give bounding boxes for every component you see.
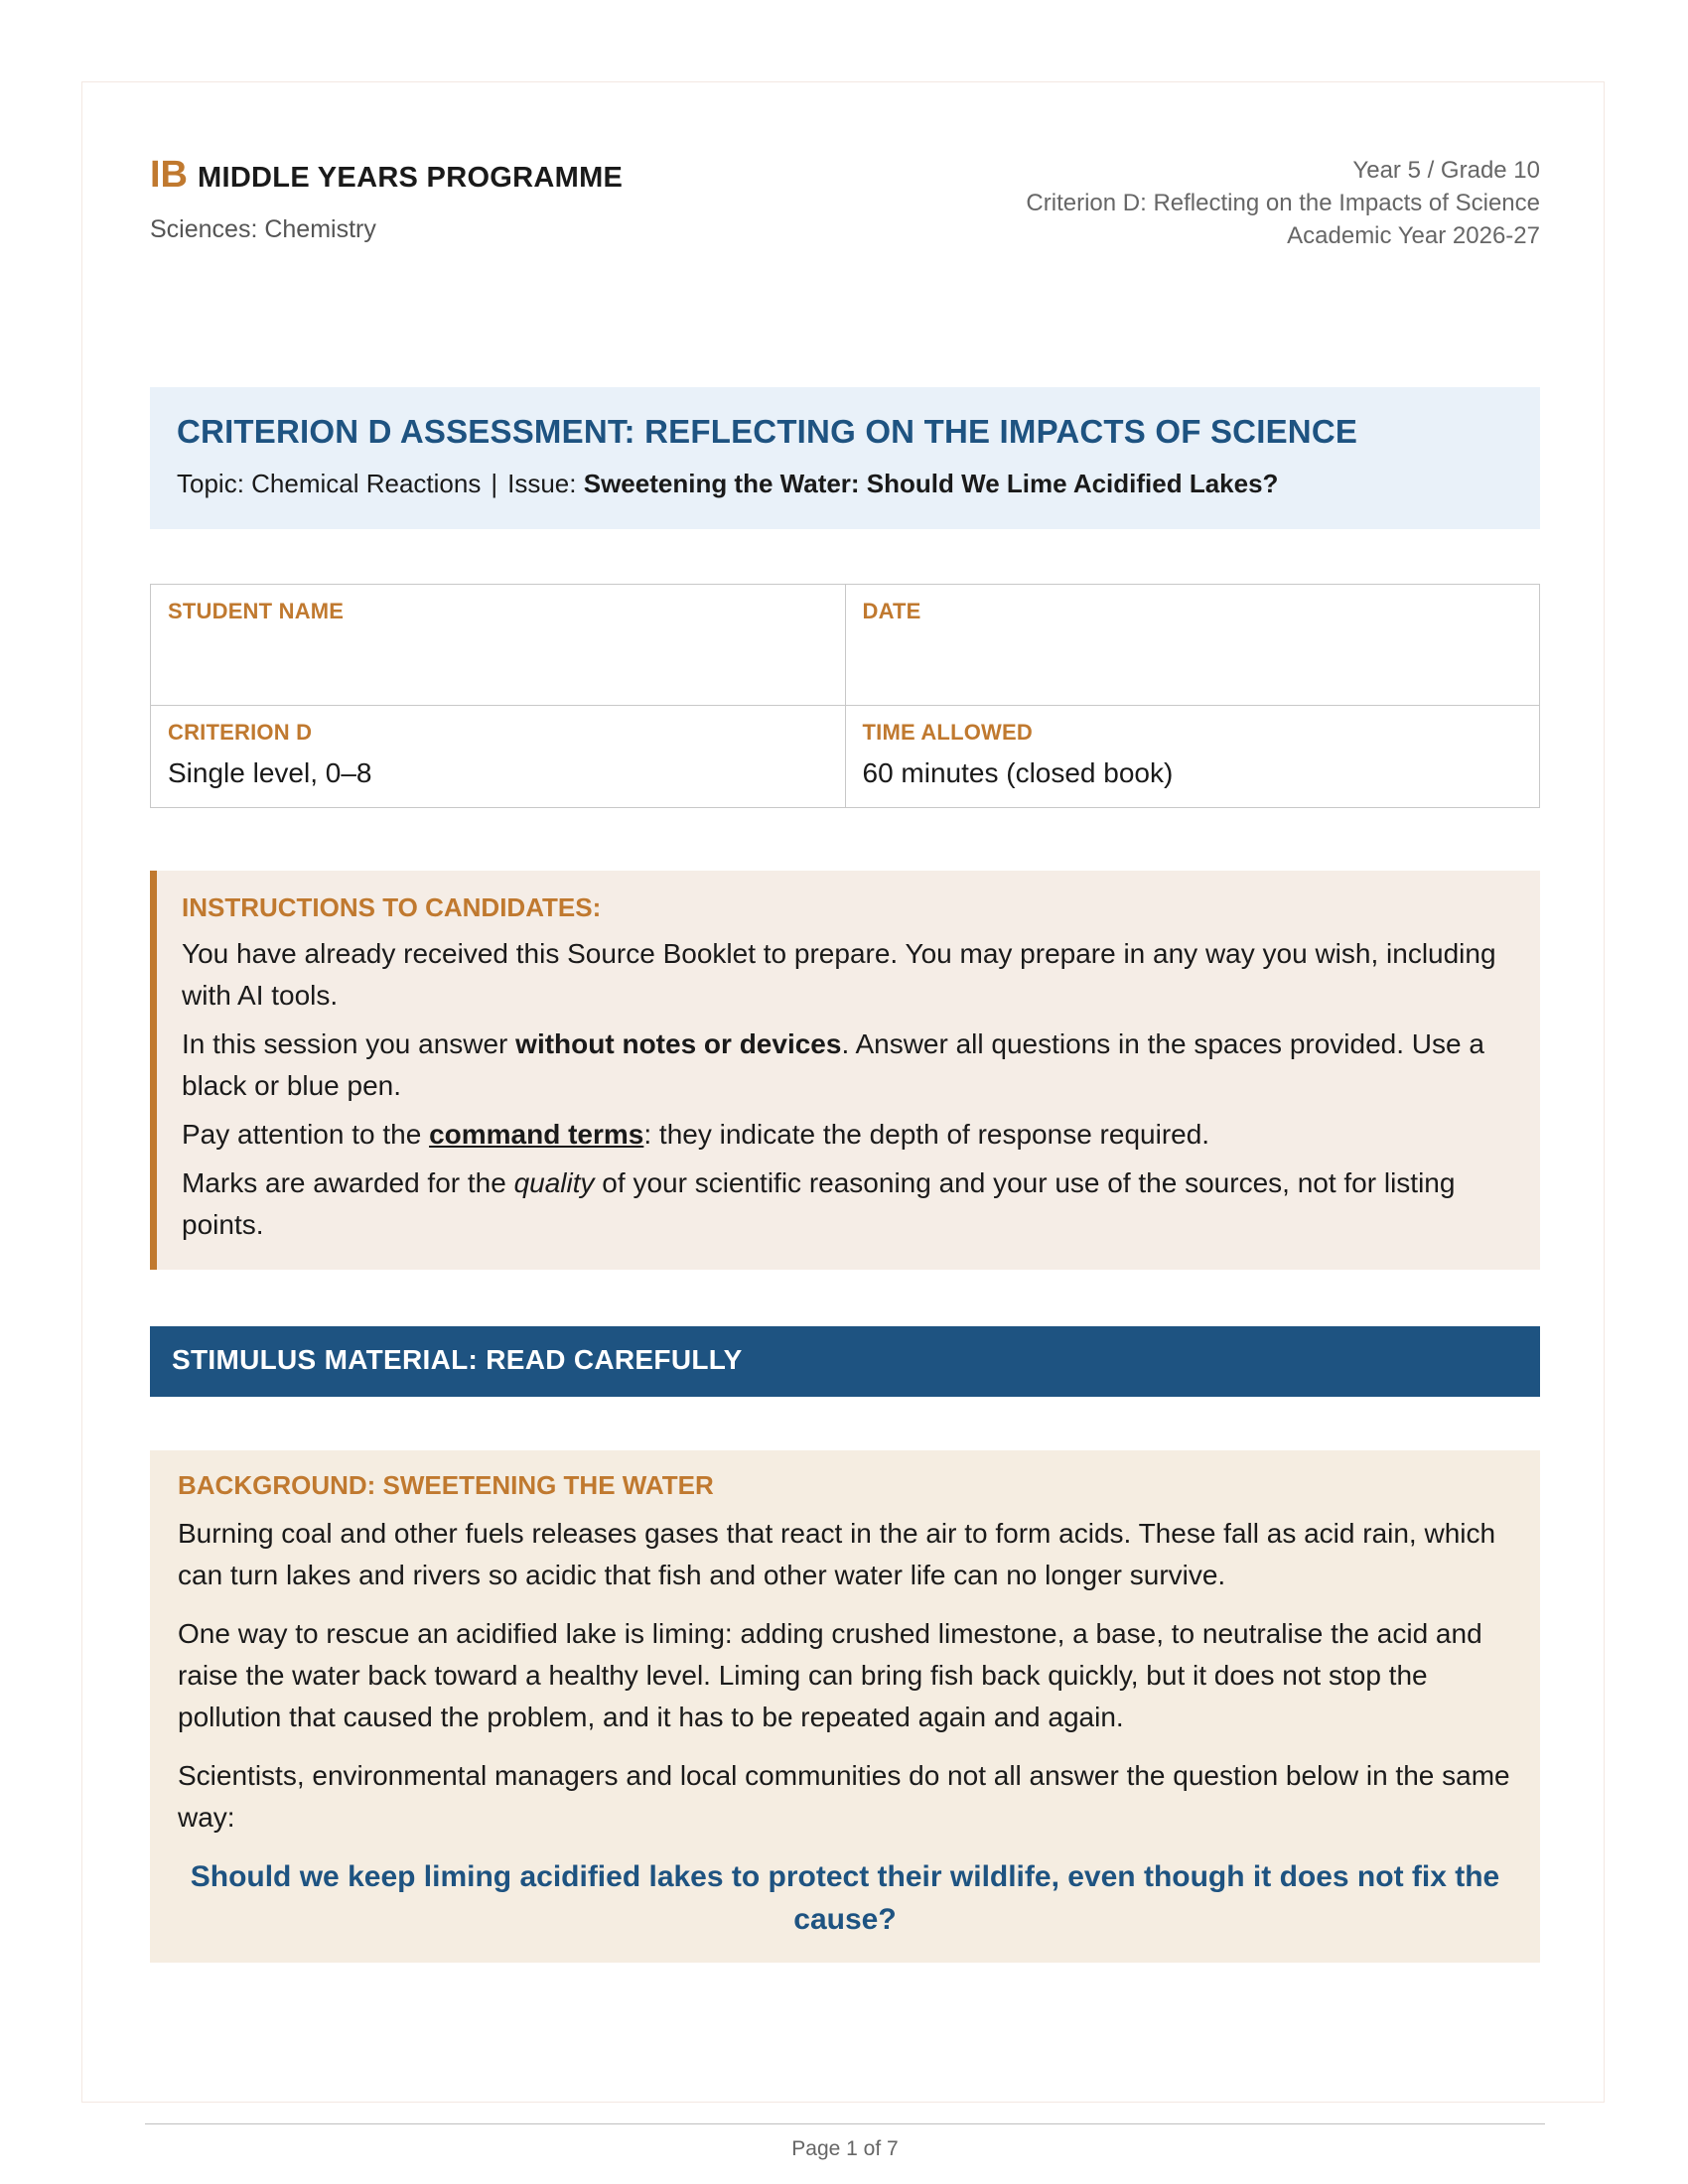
ib-logo-mark: IB <box>150 154 188 196</box>
background-title: BACKGROUND: SWEETENING THE WATER <box>178 1470 714 1500</box>
separator: | <box>491 469 498 498</box>
instruction-paragraph <box>182 1114 1516 1156</box>
page-frame <box>81 81 1605 2160</box>
quality-emphasis: quality <box>513 1167 595 1198</box>
issue-text: Sweetening the Water: Should We Lime Acidified Lakes? <box>583 469 1279 498</box>
instruction-emphasis: without notes or devices <box>515 1028 842 1059</box>
candidate-info-table <box>150 584 1540 808</box>
page-number: Page 1 of 7 <box>791 2137 899 2160</box>
stimulus-heading-bar: STIMULUS MATERIAL: READ CAREFULLY <box>150 1326 1540 1397</box>
instruction-paragraph <box>182 1162 1516 1246</box>
instruction-paragraph <box>182 1024 1516 1107</box>
table-row <box>151 706 1540 808</box>
criterion-label: CRITERION D <box>168 720 313 745</box>
brand <box>150 154 623 197</box>
instruction-text: Marks are awarded for the <box>182 1167 514 1198</box>
student-name-cell[interactable] <box>151 585 846 706</box>
programme-name: MIDDLE YEARS PROGRAMME <box>198 162 624 194</box>
background-box <box>150 1450 1540 1963</box>
table-row <box>151 585 1540 706</box>
page-content <box>150 154 1540 2160</box>
meta-criterion: Criterion D: Reflecting on the Impacts of Science <box>1026 190 1540 216</box>
instruction-text: of your scientific reasoning and your use of the sources, not for listing points. <box>182 1167 1456 1240</box>
meta-year: Year 5 / Grade 10 <box>1352 157 1540 184</box>
instruction-text: In this session you answer <box>182 1028 516 1059</box>
background-paragraph: Scientists, environmental managers and local communities do not all answer the question below in the same way: <box>178 1760 1510 1833</box>
instruction-text: : they indicate the depth of response required. <box>643 1119 1210 1150</box>
header-meta <box>1026 154 1540 252</box>
assessment-title: CRITERION D ASSESSMENT: REFLECTING ON THE IMPACTS OF SCIENCE <box>177 413 1358 450</box>
document-header <box>150 154 1540 263</box>
background-paragraph: Burning coal and other fuels releases gases that react in the air to form acids. These fall as acid rain, which can turn lakes and rivers so acidic that fish and other water life can no longer survive. <box>178 1518 1496 1590</box>
criterion-cell <box>151 706 846 808</box>
time-cell <box>845 706 1540 808</box>
date-label: DATE <box>862 599 921 623</box>
topic-text: Topic: Chemical Reactions <box>177 469 482 498</box>
subject-line: Sciences: Chemistry <box>150 215 376 243</box>
issue-label: Issue: <box>507 469 577 498</box>
instruction-paragraph: You have already received this Source Booklet to prepare. You may prepare in any way you wish, including with AI tools. <box>182 938 1496 1011</box>
instructions-box <box>150 871 1540 1270</box>
instructions-title: INSTRUCTIONS TO CANDIDATES: <box>182 892 602 922</box>
key-question: Should we keep liming acidified lakes to protect their wildlife, even though it does not fix the cause? <box>190 1860 1500 1936</box>
meta-academic-year: Academic Year 2026-27 <box>1287 222 1540 249</box>
criterion-value: Single level, 0–8 <box>168 757 372 788</box>
time-allowed-label: TIME ALLOWED <box>862 720 1033 745</box>
background-paragraph: One way to rescue an acidified lake is liming: adding crushed limestone, a base, to neutralise the acid and raise the water back toward a healthy level. Liming can bring fish back quickly, but it does not stop the pollution that caused the problem, and it has to be repeated again and again. <box>178 1618 1482 1732</box>
topic-issue-line <box>177 469 1513 499</box>
date-cell[interactable] <box>845 585 1540 706</box>
time-allowed-value: 60 minutes (closed book) <box>862 757 1174 788</box>
student-name-label: STUDENT NAME <box>168 599 345 623</box>
instruction-text: Pay attention to the <box>182 1119 430 1150</box>
command-terms-emphasis: command terms <box>429 1119 644 1150</box>
assessment-title-banner <box>150 387 1540 529</box>
instruction-text: . Answer all questions in the spaces provided. Use a black or blue pen. <box>182 1028 1484 1101</box>
footer-divider <box>145 2123 1545 2124</box>
